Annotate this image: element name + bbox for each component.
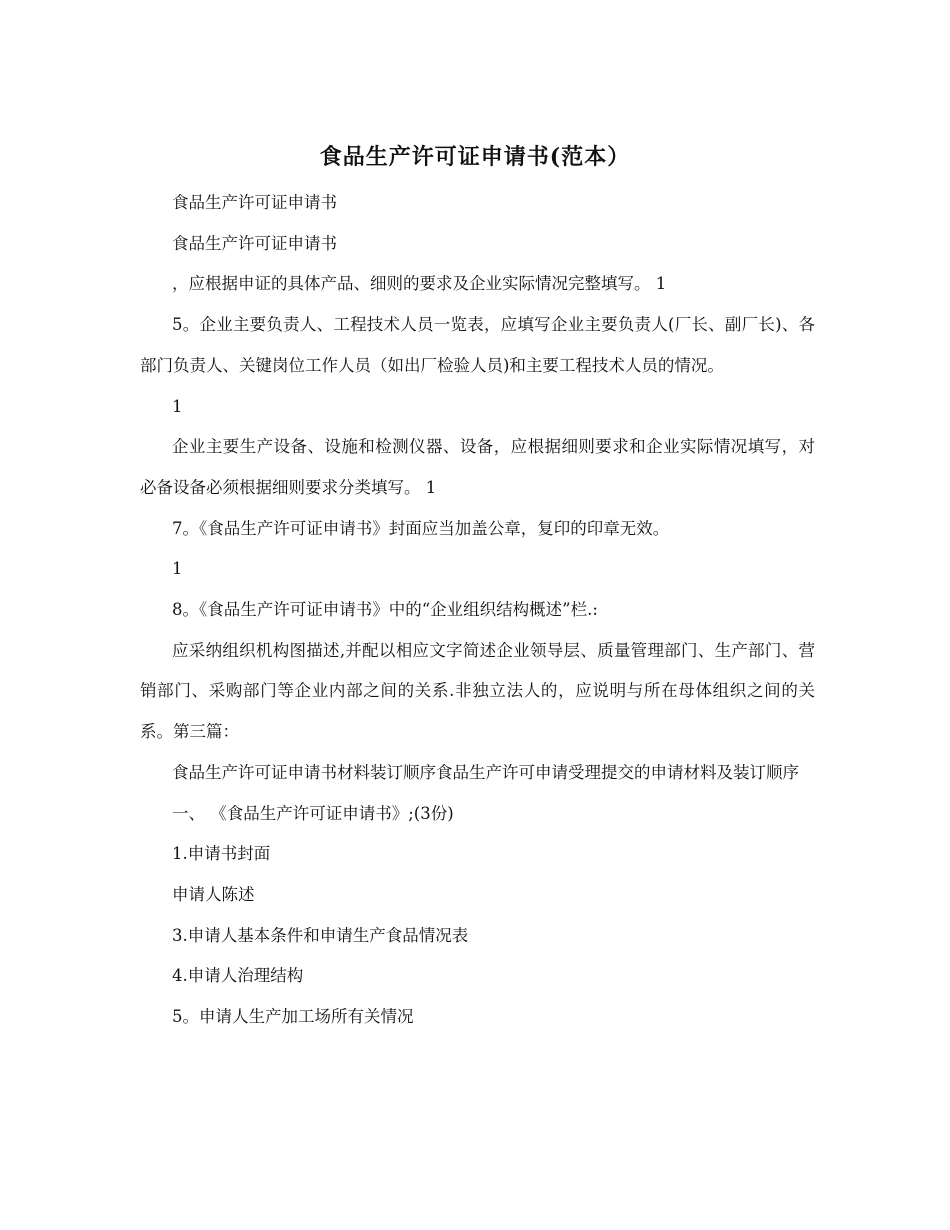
paragraph: 7。《食品生产许可证申请书》封面应当加盖公章，复印的印章无效。 bbox=[172, 518, 670, 538]
paragraph: 申请人陈述 bbox=[172, 884, 255, 904]
paragraph: 食品生产许可证申请书材料装订顺序食品生产许可申请受理提交的申请材料及装订顺序 bbox=[172, 762, 799, 782]
document-title: 食品生产许可证申请书(范本） bbox=[319, 144, 631, 170]
paragraph: 食品生产许可证申请书 bbox=[172, 193, 337, 212]
document-body bbox=[140, 183, 815, 1038]
paragraph: 一、 《食品生产许可证申请书》;(3份) bbox=[172, 803, 454, 823]
paragraph: 3.申请人基本条件和申请生产食品情况表 bbox=[172, 925, 469, 945]
paragraph: 食品生产许可证申请书 bbox=[172, 233, 337, 253]
paragraph: 8。《食品生产许可证申请书》中的“企业组织结构概述”栏.: bbox=[172, 600, 598, 620]
paragraph: 1 bbox=[172, 396, 183, 416]
paragraph: ，应根据申证的具体产品、细则的要求及企业实际情况完整填写。 1 bbox=[172, 274, 667, 294]
paragraph: 1 bbox=[172, 559, 183, 579]
paragraph: 5。企业主要负责人、工程技术人员一览表，应填写企业主要负责人(厂长、副厂长)、各部门负责人、关键岗位工作人员（如出厂检验人员)和主要工程技术人员的情况。 bbox=[140, 315, 815, 375]
paragraph: 应采纳组织机构图描述,并配以相应文字简述企业领导层、质量管理部门、生产部门、营销部门、采购部门等企业内部之间的关系.非独立法人的，应说明与所在母体组织之间的关系。第三篇： bbox=[140, 640, 815, 742]
paragraph: 5。申请人生产加工场所有关情况 bbox=[172, 1007, 414, 1027]
paragraph: 1.申请书封面 bbox=[172, 844, 271, 864]
paragraph: 企业主要生产设备、设施和检测仪器、设备，应根据细则要求和企业实际情况填写，对必备设备必须根据细则要求分类填写。 1 bbox=[140, 437, 815, 497]
paragraph: 4.申请人治理结构 bbox=[172, 966, 304, 986]
